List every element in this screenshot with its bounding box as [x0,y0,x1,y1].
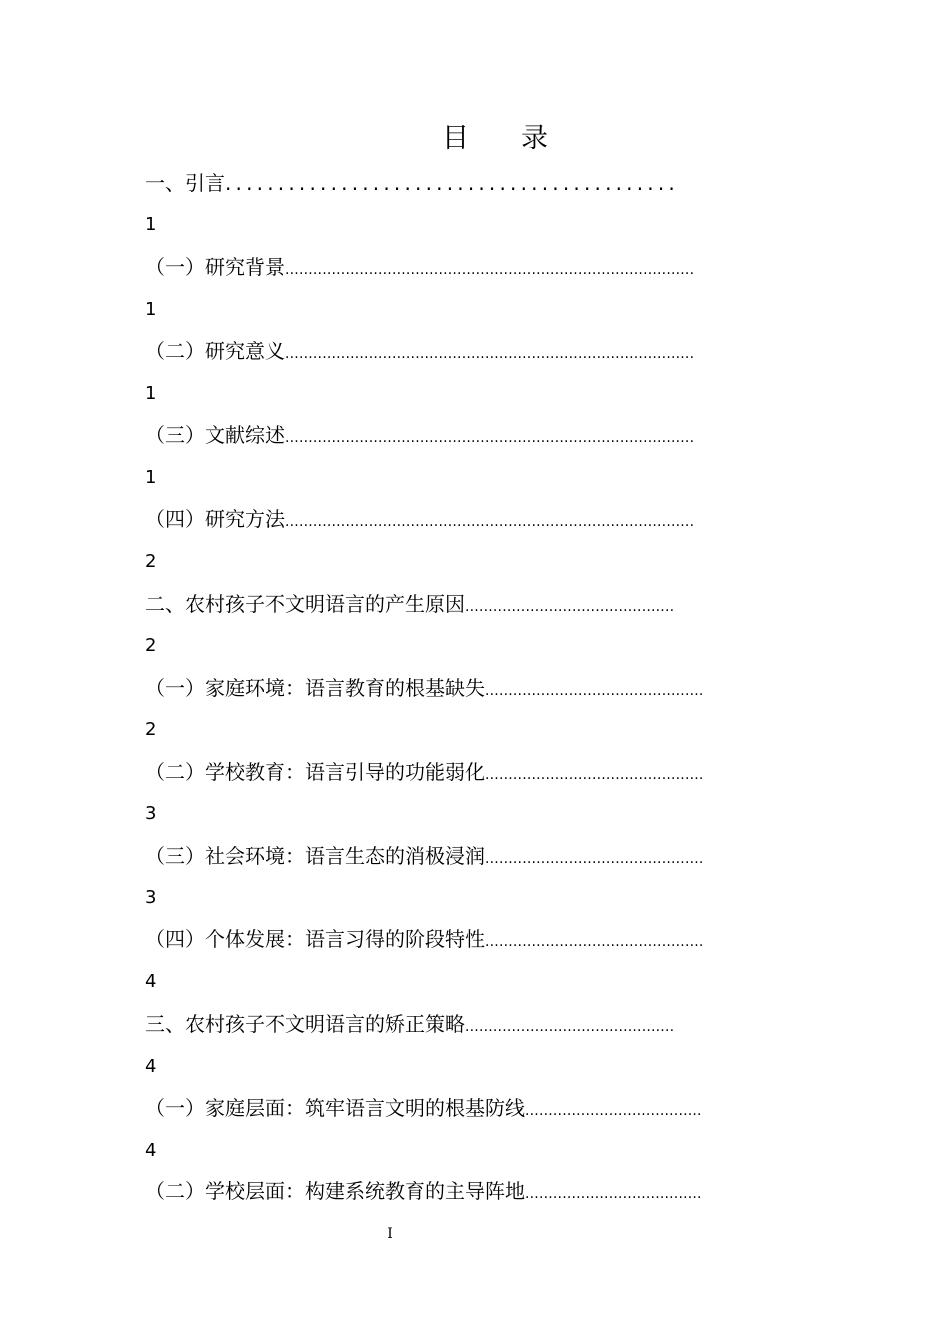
toc-entry-leader-dots: ............................................... [485,934,704,950]
toc-entry[interactable] [145,1010,674,1041]
toc-entry[interactable] [145,505,694,536]
toc-entry-page-number: 1 [145,383,157,404]
page-footer-number: I [387,1226,393,1242]
toc-entry-leader-dots: ........................................................................................ [285,262,695,278]
toc-entry-page-number: 4 [145,1056,157,1077]
toc-entry-leader-dots: ............................................... [485,767,704,783]
toc-entry-page-number: 3 [145,803,157,824]
toc-entry-label: （二）研究意义 [145,339,285,363]
toc-entry-leader-dots: ........................................................................................ [285,346,695,362]
toc-entry[interactable] [145,1094,702,1125]
toc-entry[interactable] [145,674,704,705]
toc-entry-page-number: 3 [145,887,157,908]
toc-entry-label: （二）学校层面：构建系统教育的主导阵地 [145,1179,525,1203]
toc-entry-leader-dots: ............................................... [485,683,704,699]
toc-entry[interactable] [145,842,704,873]
toc-entry-label: （一）研究背景 [145,255,285,279]
toc-entry[interactable] [145,758,704,789]
toc-entry[interactable] [145,337,694,368]
toc-entry-page-number: 2 [145,635,157,656]
toc-entry-label: （二）学校教育：语言引导的功能弱化 [145,760,485,784]
toc-entry-page-number: 1 [145,467,157,488]
toc-entry-label: （四）研究方法 [145,507,285,531]
toc-entry-leader-dots: ............................................. [465,1019,675,1035]
toc-entry-label: （三）文献综述 [145,423,285,447]
toc-entry-label: 二、农村孩子不文明语言的产生原因 [145,592,465,616]
toc-entry-label: 三、农村孩子不文明语言的矫正策略 [145,1012,465,1036]
toc-entry-page-number: 2 [145,551,157,572]
toc-entry-leader-dots: ............................................. [465,599,675,615]
toc-entry-label: （三）社会环境：语言生态的消极浸润 [145,844,485,868]
toc-entry-page-number: 4 [145,1140,157,1161]
toc-entry[interactable] [145,590,674,621]
toc-entry-leader-dots: ........................................................................................ [285,430,695,446]
toc-entry-label: 一、引言 [145,171,225,195]
toc-entry-page-number: 1 [145,299,157,320]
toc-entry-page-number: 1 [145,214,157,235]
toc-entry-leader-dots: ........................................................................................ [285,514,695,530]
toc-entry[interactable] [145,925,704,956]
toc-entry[interactable] [145,169,679,197]
toc-entry-label: （一）家庭环境：语言教育的根基缺失 [145,676,485,700]
toc-title-char-1: 目 [442,123,469,154]
toc-entry-leader-dots: ...................................... [525,1103,702,1119]
toc-entry[interactable] [145,253,694,284]
toc-entry-leader-dots: ............................................... [485,851,704,867]
toc-entry[interactable] [145,421,694,452]
toc-entry[interactable] [145,1177,702,1208]
toc-entry-label: （四）个体发展：语言习得的阶段特性 [145,927,485,951]
toc-title-char-2: 录 [521,123,548,154]
toc-entry-label: （一）家庭层面：筑牢语言文明的根基防线 [145,1096,525,1120]
toc-entry-leader-dots: ........................................... [225,171,679,195]
toc-entry-page-number: 4 [145,971,157,992]
toc-entry-leader-dots: ...................................... [525,1186,702,1202]
toc-entry-page-number: 2 [145,719,157,740]
